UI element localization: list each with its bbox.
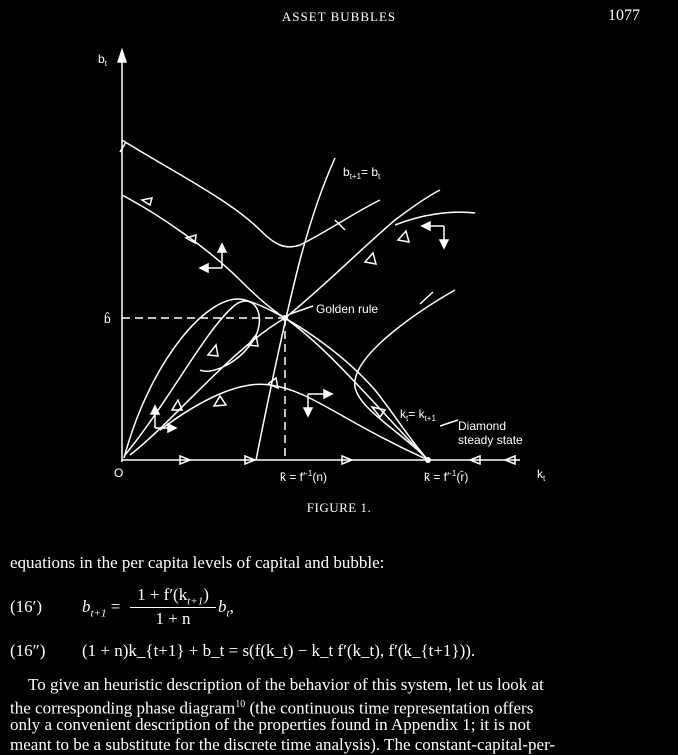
eq16p-rhs: $b_t$, xyxy=(218,597,234,620)
page-number: 1077 xyxy=(608,7,640,24)
diamond-steady-state-point xyxy=(425,457,431,463)
trajectory-top-left xyxy=(122,140,380,247)
eq16p-numerator: $1 + f'(k_{t+1})$ xyxy=(130,585,216,608)
golden-rule-label: Golden rule xyxy=(316,302,379,316)
arrow-marker xyxy=(208,345,218,356)
figure-caption: FIGURE 1. xyxy=(306,500,372,515)
eq16pp-body: (1 + n)k_{t+1} + b_t = s(f(k_t) − k_t f′(k_t), f′(k_{t+1})). xyxy=(82,641,476,660)
y-axis-arrowhead xyxy=(118,50,126,62)
trajectory-lower-hump xyxy=(160,384,428,460)
origin-label: O xyxy=(114,466,124,480)
svg-text:kt: $k_t$ xyxy=(537,467,546,483)
eq16p-denominator: 1 + n xyxy=(155,609,191,628)
paragraph-line-2: the corresponding phase diagram$^{10}$ (the continuous time representation offers xyxy=(10,698,534,718)
paragraph-line-4: meant to be a substitute for the discrete time analysis). The constant-capital-per- xyxy=(10,735,556,754)
y-axis-label: b xyxy=(98,52,105,66)
svg-text:kt= kt+1: $k_t= k_{t+1}$ xyxy=(400,407,436,423)
arrow-marker xyxy=(365,253,376,264)
k-hat-label: k̂ = f′ xyxy=(280,470,306,484)
svg-text:k̂ = f′-1(n): k̂ = $f'^{-1}(n)$ xyxy=(280,469,328,484)
svg-text:bt: $b_t$ xyxy=(98,52,107,68)
eq16pp-label: (16″) xyxy=(10,641,46,660)
running-header: ASSET BUBBLES xyxy=(281,9,397,24)
diamond-label: Diamond xyxy=(458,419,507,433)
bb-locus-label: b xyxy=(343,165,350,179)
trajectory-to-diamond-middle xyxy=(285,318,428,460)
paragraph-line-3: only a convenient description of the properties found in Appendix 1; it is not xyxy=(10,715,531,734)
eq16p-label: (16′) xyxy=(10,597,43,616)
kk-locus-label: k xyxy=(400,407,406,421)
arrow-marker xyxy=(398,231,409,242)
arrow-marker xyxy=(372,407,385,417)
diamond-label-2: steady state xyxy=(458,433,523,447)
k-bar-label: k̄ = f′ xyxy=(424,470,450,484)
svg-text:k̄ = f′-1(r̄): k̄ = $f'^{-1}(r̄)$ xyxy=(424,469,469,484)
paragraph-line-1: To give an heuristic description of the behavior of this system, let us look at xyxy=(28,675,544,694)
golden-rule-point xyxy=(282,315,288,321)
svg-text:bt+1= bt: $b_{t+1}= b_t$ xyxy=(343,165,381,181)
arrow-marker xyxy=(214,396,226,406)
footnote-ref: 10 xyxy=(235,699,246,710)
arrow-marker xyxy=(142,198,152,205)
intro-line: equations in the per capita levels of capital and bubble: xyxy=(10,553,385,572)
trajectory-upper-right xyxy=(395,212,475,225)
x-axis-label: k xyxy=(537,467,543,481)
trajectory-left-middle xyxy=(122,195,285,318)
eq16p-lhs: $b_{t+1}$ = xyxy=(82,597,121,620)
trajectory-left-bulge xyxy=(125,301,259,455)
b-hat-label: b̂ xyxy=(104,312,111,326)
